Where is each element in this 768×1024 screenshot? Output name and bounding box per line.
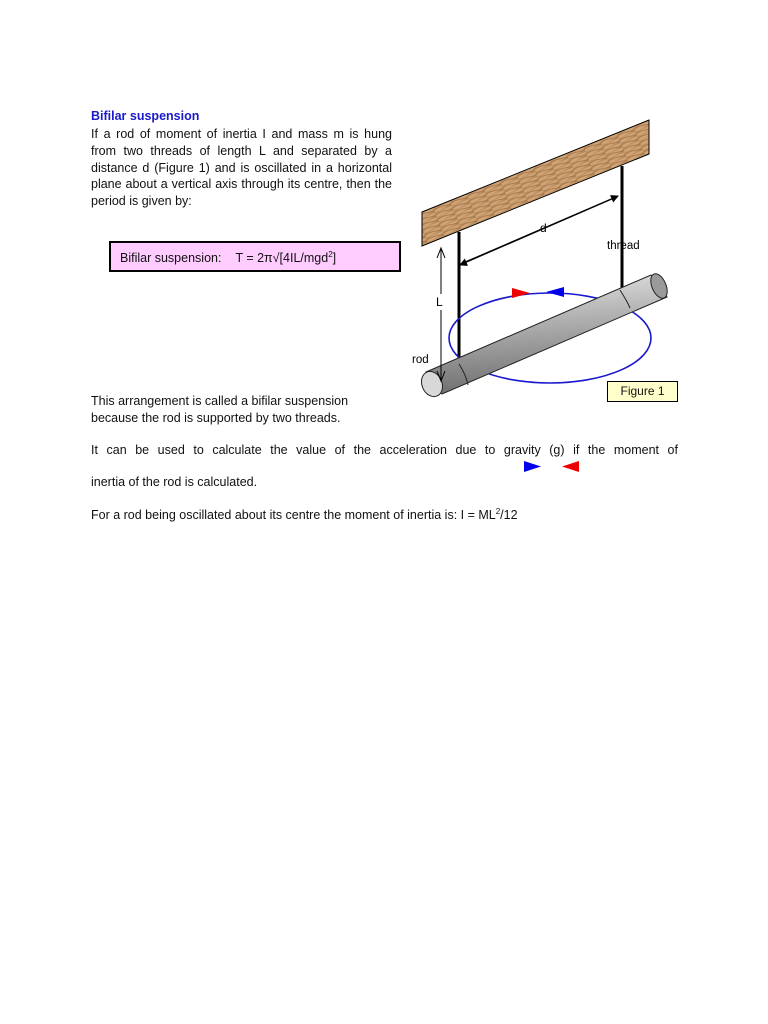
gravity-paragraph: It can be used to calculate the value of the acceleration due to gravity (g) if the moment of (91, 443, 678, 457)
formula-label: Bifilar suspension: (120, 251, 222, 265)
thread-label: thread (607, 240, 640, 252)
red-arrow-icon (562, 461, 579, 472)
rod-label: rod (412, 354, 429, 366)
figure-caption: Figure 1 (607, 381, 678, 402)
section-heading: Bifilar suspension (91, 109, 200, 123)
inertia-rod-paragraph: inertia of the rod is calculated. (91, 475, 258, 489)
l-label: L (436, 295, 443, 309)
arrangement-paragraph: This arrangement is called a bifilar suspension because the rod is supported by two threads. (91, 394, 349, 425)
centre-paragraph: For a rod being oscillated about its centre the moment of inertia is: $I = ML^2/12$ (91, 507, 518, 522)
bifilar-figure (405, 112, 695, 412)
intro-paragraph: If a rod of moment of inertia I and mass m is hung from two threads of length L and separated by a distance d (Figure 1) and is oscillated in a horizontal plane about a vertical axis through its centre, then the period is given by: (91, 127, 392, 209)
wooden-beam (422, 120, 649, 246)
blue-arrow-icon (524, 461, 541, 472)
formula-box (109, 241, 401, 272)
formula-expression: T = 2π√[4IL/mgd$^2$] (235, 250, 337, 265)
direction-arrows (522, 460, 582, 474)
blue-arrow-icon (546, 287, 564, 297)
d-label: d (540, 221, 547, 235)
red-arrow-icon (512, 288, 530, 298)
